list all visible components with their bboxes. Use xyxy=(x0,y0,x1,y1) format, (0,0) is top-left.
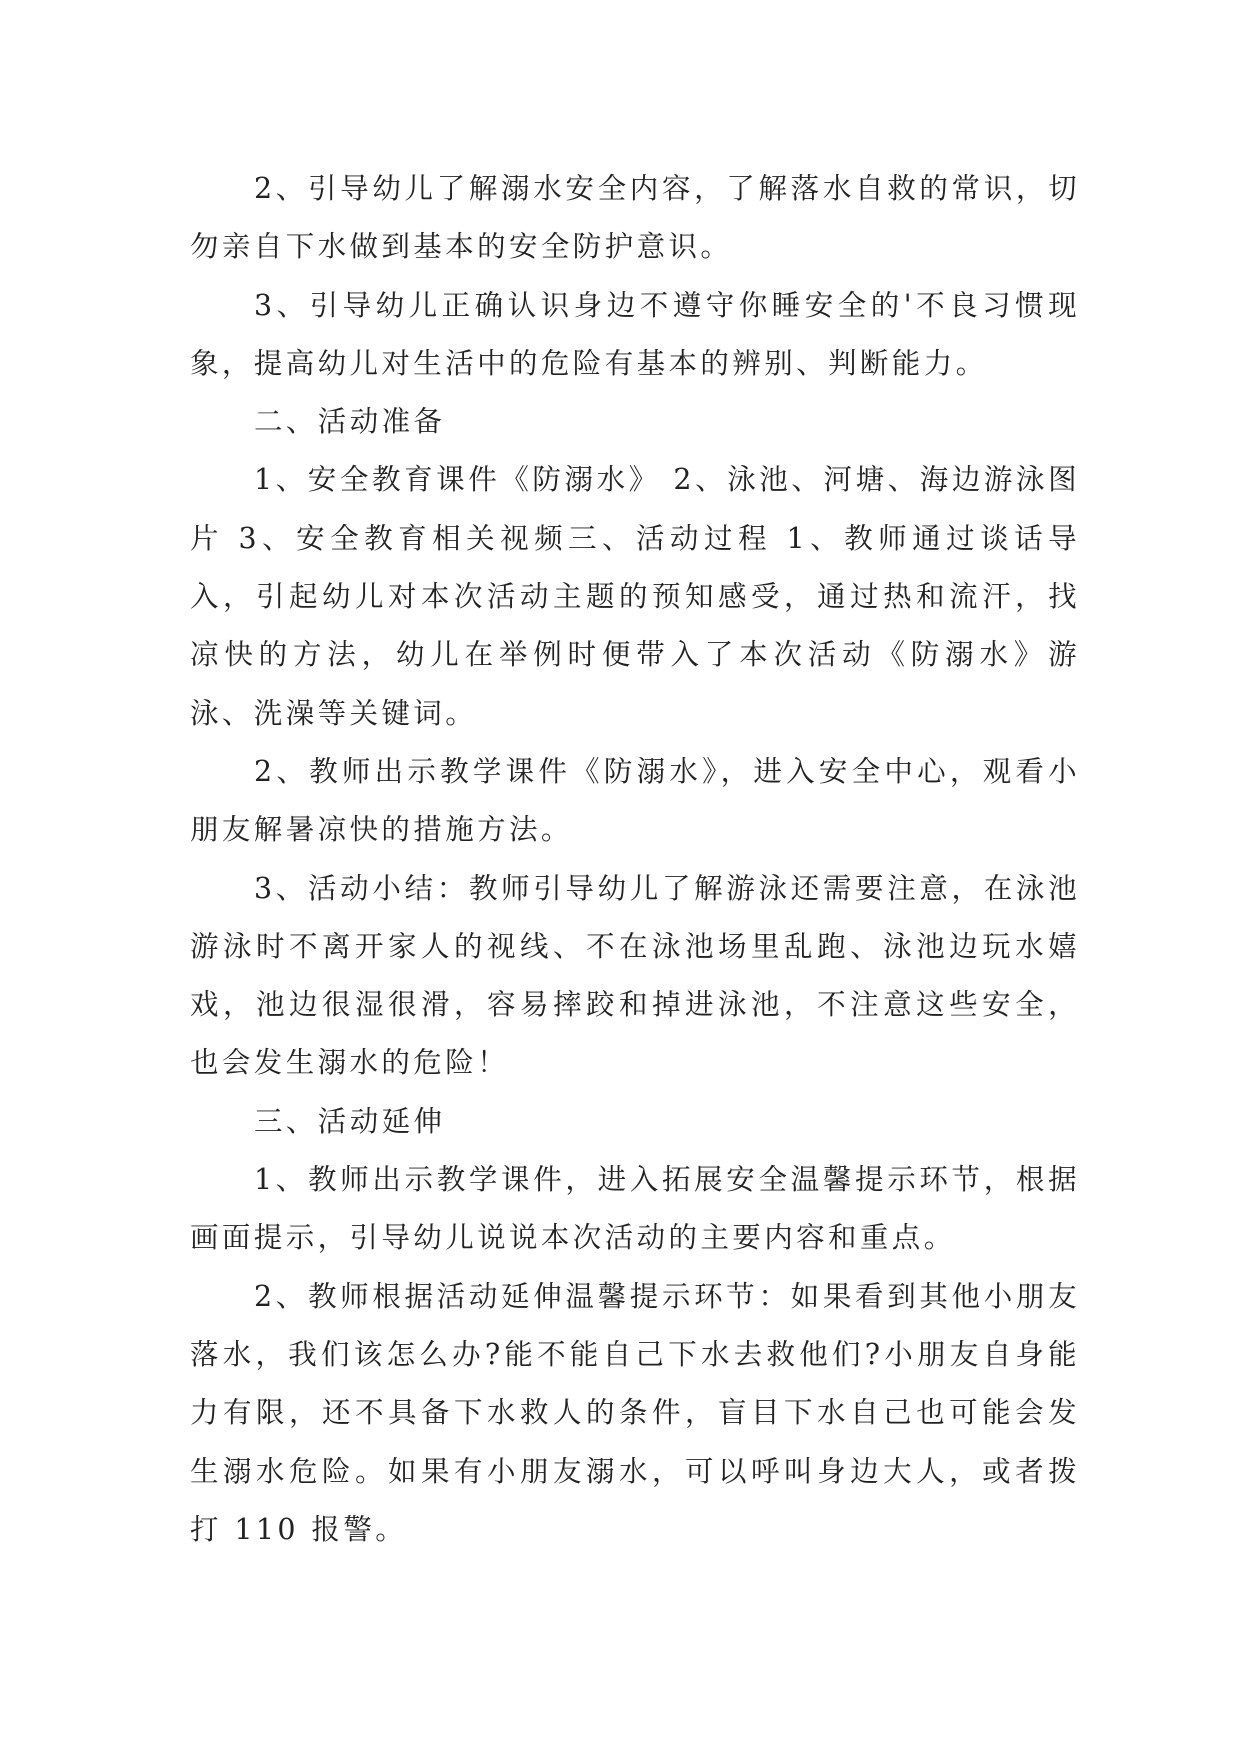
section-heading-extension: 三、活动延伸 xyxy=(254,1104,446,1138)
paragraph-process-3: 3、活动小结：教师引导幼儿了解游泳还需要注意，在泳池游泳时不离开家人的视线、不在泳池场里乱跑、泳池边玩水嬉戏，池边很湿很滑，容易摔跤和掉进泳池，不注意这些安全，也会发生溺水的危险！ xyxy=(190,871,1080,1080)
paragraph-process-2: 2、教师出示教学课件《防溺水》，进入安全中心，观看小朋友解暑凉快的措施方法。 xyxy=(190,754,1080,847)
paragraph-extension-2: 2、教师根据活动延伸温馨提示环节：如果看到其他小朋友落水，我们该怎么办?能不能自己下水去救他们?小朋友自身能力有限，还不具备下水救人的条件，盲目下水自己也可能会发生溺水危险。如果有小朋友溺水，可以呼叫身边大人，或者拨打 110 报警。 xyxy=(190,1279,1080,1546)
paragraph-preparation-items: 1、安全教育课件《防溺水》 2、泳池、河塘、海边游泳图片 3、安全教育相关视频三、活动过程 1、教师通过谈话导入，引起幼儿对本次活动主题的预知感受，通过热和流汗，找凉快的方法，幼儿在举例时便带入了本次活动《防溺水》游泳、洗澡等关键词。 xyxy=(190,463,1080,730)
paragraph-extension-1: 1、教师出示教学课件，进入拓展安全温馨提示环节，根据画面提示，引导幼儿说说本次活动的主要内容和重点。 xyxy=(190,1163,1080,1255)
document-body xyxy=(190,160,1080,1559)
section-heading-preparation: 二、活动准备 xyxy=(254,405,446,439)
paragraph-objective-2: 2、引导幼儿了解溺水安全内容，了解落水自救的常识，切勿亲自下水做到基本的安全防护意识。 xyxy=(190,172,1080,264)
paragraph-objective-3: 3、引导幼儿正确认识身边不遵守你睡安全的'不良习惯现象，提高幼儿对生活中的危险有基本的辨别、判断能力。 xyxy=(190,288,1080,380)
